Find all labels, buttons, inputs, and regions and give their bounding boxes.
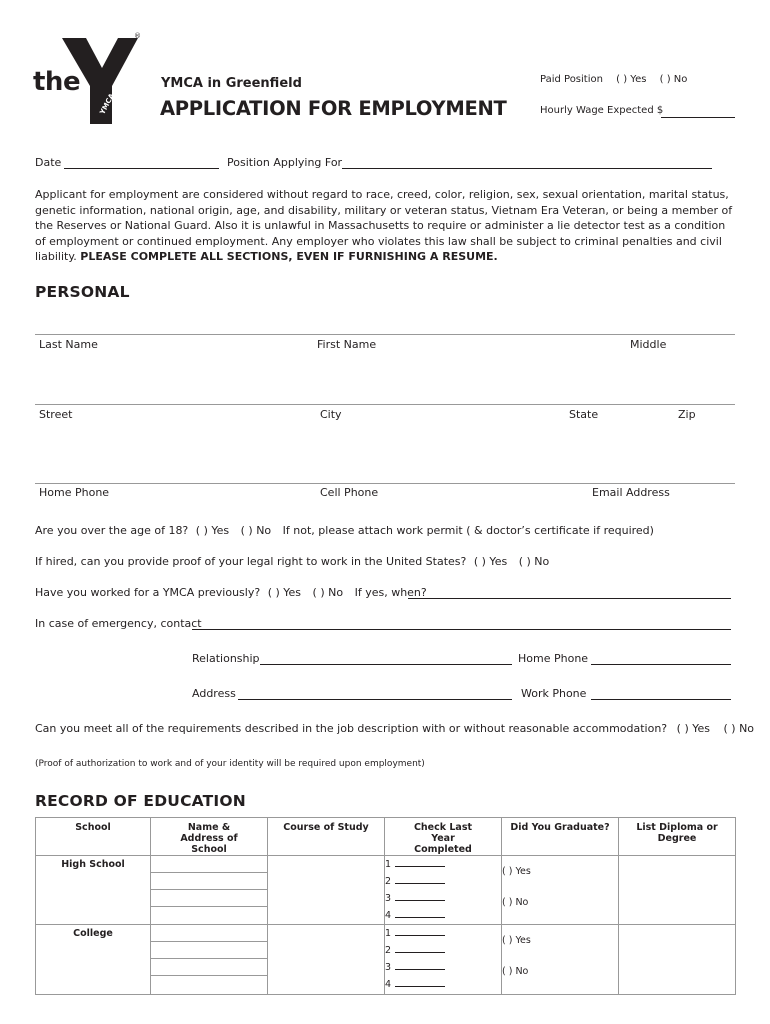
col-header-school: School (36, 818, 151, 856)
state-label: State (569, 408, 599, 421)
address-label: Address (192, 687, 236, 700)
graduate-no[interactable]: ( ) No (502, 897, 529, 908)
logo-registered: ® (134, 32, 141, 40)
education-header-row (36, 818, 736, 856)
last-name-label: Last Name (39, 338, 98, 351)
logo-ymca-text: YMCA (98, 92, 117, 116)
paid-position-no[interactable]: ( ) No (659, 74, 688, 85)
date-field[interactable] (64, 168, 219, 169)
year-option[interactable]: 4 (385, 976, 501, 993)
worked-question: Have you worked for a YMCA previously? (35, 586, 261, 599)
wage-label: Hourly Wage Expected $ (540, 105, 664, 116)
school-name-line[interactable] (151, 890, 267, 907)
school-name-line[interactable] (151, 856, 267, 873)
graduate-cell (502, 856, 619, 925)
table-row (36, 856, 736, 925)
requirements-no[interactable]: ( ) No (723, 722, 755, 735)
diploma-cell[interactable] (619, 925, 736, 995)
year-option[interactable]: 2 (385, 942, 501, 959)
school-name-line[interactable] (151, 942, 267, 959)
personal-heading: PERSONAL (35, 283, 130, 301)
course-of-study-cell[interactable] (268, 856, 385, 925)
year-option[interactable]: 4 (385, 907, 501, 924)
date-label: Date (35, 156, 62, 169)
zip-label: Zip (678, 408, 696, 421)
school-type-label: College (73, 928, 113, 939)
cell-phone-label: Cell Phone (320, 486, 379, 499)
emergency-home-phone-field[interactable] (591, 664, 731, 665)
age-no[interactable]: ( ) No (240, 524, 272, 537)
page-title: APPLICATION FOR EMPLOYMENT (160, 97, 507, 120)
graduate-cell (502, 925, 619, 995)
school-name-line[interactable] (151, 907, 267, 923)
logo-the: the (33, 67, 81, 97)
age-note: If not, please attach work permit ( & doctor’s certificate if required) (282, 524, 654, 537)
work-phone-label: Work Phone (521, 687, 587, 700)
age-yes[interactable]: ( ) Yes (195, 524, 230, 537)
position-field[interactable] (342, 168, 712, 169)
last-year-cell (385, 856, 502, 925)
legal-no[interactable]: ( ) No (518, 555, 550, 568)
paid-position-label: Paid Position (540, 74, 603, 85)
street-label: Street (39, 408, 73, 421)
city-label: City (320, 408, 342, 421)
home-phone-label: Home Phone (39, 486, 110, 499)
first-name-label: First Name (317, 338, 377, 351)
wage-field[interactable] (661, 117, 735, 118)
education-table (35, 817, 736, 995)
table-row (36, 925, 736, 995)
education-heading: RECORD OF EDUCATION (35, 792, 246, 810)
col-header-last-year: Check Last Year Completed (385, 818, 502, 856)
intro-text: Applicant for employment are considered without regard to race, creed, color, religion, sex, sexual orientation, marital status, genetic information, national origin, age, and disability, military or veteran status, Vietnam Era Veteran, or being a member of the Reserves or National Guard. Also it is unlawful in Massachusetts to require or administer a lie detector test as a condition of employment or continued employment. Any employer who violates this law shall be subject to criminal penalties and civil liability. (35, 188, 733, 264)
proof-note: (Proof of authorization to work and of your identity will be required upon employment) (35, 759, 425, 769)
school-type-cell (36, 925, 151, 995)
age-question-row (35, 524, 654, 537)
school-name-line[interactable] (151, 976, 267, 992)
email-label: Email Address (592, 486, 670, 499)
school-type-cell (36, 856, 151, 925)
worked-when-field[interactable] (408, 598, 731, 599)
paid-position-row (540, 74, 687, 85)
year-option[interactable]: 3 (385, 959, 501, 976)
divider (35, 404, 735, 405)
wage-row (540, 105, 663, 116)
school-type-label: High School (61, 859, 125, 870)
worked-question-row (35, 586, 427, 599)
middle-label: Middle (630, 338, 667, 351)
age-question: Are you over the age of 18? (35, 524, 189, 537)
school-name-cell[interactable] (151, 856, 268, 925)
diploma-cell[interactable] (619, 856, 736, 925)
legal-yes[interactable]: ( ) Yes (473, 555, 508, 568)
divider (35, 483, 735, 484)
school-name-line[interactable] (151, 925, 267, 942)
address-field[interactable] (238, 699, 512, 700)
worked-no[interactable]: ( ) No (312, 586, 344, 599)
course-of-study-cell[interactable] (268, 925, 385, 995)
ymca-logo (30, 32, 145, 127)
school-name-line[interactable] (151, 959, 267, 976)
requirements-question-row (35, 722, 754, 735)
last-year-cell (385, 925, 502, 995)
emergency-label: In case of emergency, contact (35, 617, 202, 630)
work-phone-field[interactable] (591, 699, 731, 700)
org-name: YMCA in Greenfield (161, 76, 302, 91)
year-option[interactable]: 3 (385, 890, 501, 907)
school-name-cell[interactable] (151, 925, 268, 995)
position-label: Position Applying For (227, 156, 343, 169)
intro-bold: PLEASE COMPLETE ALL SECTIONS, EVEN IF FURNISHING A RESUME. (80, 250, 498, 264)
year-option[interactable]: 2 (385, 873, 501, 890)
worked-when-label: If yes, when? (354, 586, 427, 599)
worked-yes[interactable]: ( ) Yes (267, 586, 302, 599)
legal-question-row (35, 555, 549, 568)
legal-question: If hired, can you provide proof of your legal right to work in the United States? (35, 555, 467, 568)
col-header-diploma: List Diploma or Degree (619, 818, 736, 856)
graduate-no[interactable]: ( ) No (502, 966, 529, 977)
relationship-field[interactable] (260, 664, 512, 665)
requirements-question: Can you meet all of the requirements described in the job description with or without reasonable accommodation? (35, 722, 668, 735)
col-header-course: Course of Study (268, 818, 385, 856)
school-name-line[interactable] (151, 873, 267, 890)
year-option[interactable]: 1 (385, 925, 501, 942)
col-header-name-address: Name & Address of School (151, 818, 268, 856)
col-header-graduate: Did You Graduate? (502, 818, 619, 856)
divider (35, 334, 735, 335)
requirements-yes[interactable]: ( ) Yes (676, 722, 710, 735)
graduate-yes[interactable]: ( ) Yes (502, 866, 531, 877)
emergency-field[interactable] (192, 629, 731, 630)
paid-position-yes[interactable]: ( ) Yes (616, 74, 647, 85)
graduate-yes[interactable]: ( ) Yes (502, 935, 531, 946)
emergency-home-phone-label: Home Phone (518, 652, 589, 665)
year-option[interactable]: 1 (385, 856, 501, 873)
relationship-label: Relationship (192, 652, 260, 665)
intro-paragraph (35, 187, 735, 265)
